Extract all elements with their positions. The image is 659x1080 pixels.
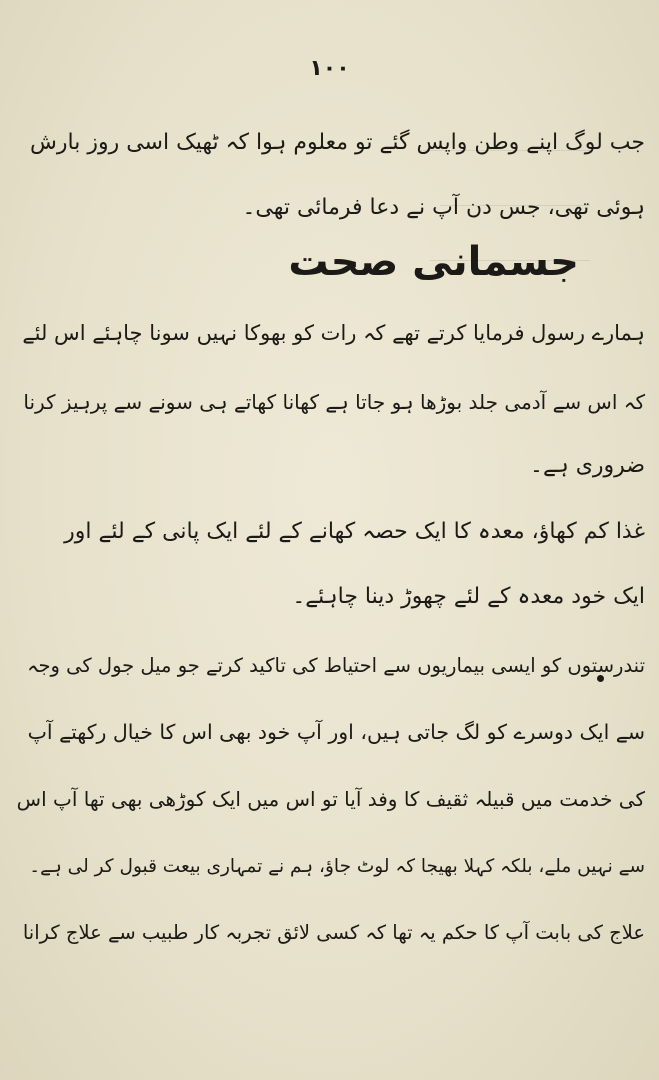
- page-number: ١٠٠: [309, 56, 350, 81]
- paragraph-2-line-3: ضروری ہے۔: [530, 453, 645, 478]
- paragraph-4-line-4: سے نہیں ملے، بلکہ کہلا بھیجا کہ لوٹ جاؤ، ہم نے تمہاری بیعت قبول کر لی ہے۔: [29, 856, 645, 877]
- paragraph-3-line-1: غذا کم کھاؤ، معدہ کا ایک حصہ کھانے کے لئے ایک پانی کے لئے اور: [64, 519, 645, 544]
- paragraph-4-line-1: تندرستوں کو ایسی بیماریوں سے احتیاط کی تاکید کرتے جو میل جول کی وجہ: [27, 654, 645, 677]
- paragraph-1-line-2: ہوئی تھی، جس دن آپ نے دعا فرمائی تھی۔: [242, 195, 645, 220]
- paragraph-3-line-2: ایک خود معدہ کے لئے چھوڑ دینا چاہئے۔: [292, 584, 645, 609]
- paragraph-4-line-3: کی خدمت میں قبیلہ ثقیف کا وفد آیا تو اس میں ایک کوڑھی بھی تھا آپ اس: [16, 787, 645, 811]
- paragraph-4-line-5: علاج کی بابت آپ کا حکم یہ تھا کہ کسی لائق تجربہ کار طبیب سے علاج کرانا: [22, 921, 645, 944]
- paragraph-2-line-2: کہ اس سے آدمی جلد بوڑھا ہو جاتا ہے کھانا کھاتے ہی سونے سے پرہیز کرنا: [23, 390, 645, 414]
- section-heading: جسمانی صحت: [288, 239, 579, 285]
- paragraph-2-line-1: ہمارے رسول فرمایا کرتے تھے کہ رات کو بھوکا نہیں سونا چاہئے اس لئے: [22, 321, 645, 345]
- paragraph-4-line-2: سے ایک دوسرے کو لگ جاتی ہیں، اور آپ خود بھی اس کا خیال رکھتے آپ: [27, 720, 645, 744]
- paragraph-1-line-1: جب لوگ اپنے وطن واپس گئے تو معلوم ہوا کہ ٹھیک اسی روز بارش: [30, 130, 645, 155]
